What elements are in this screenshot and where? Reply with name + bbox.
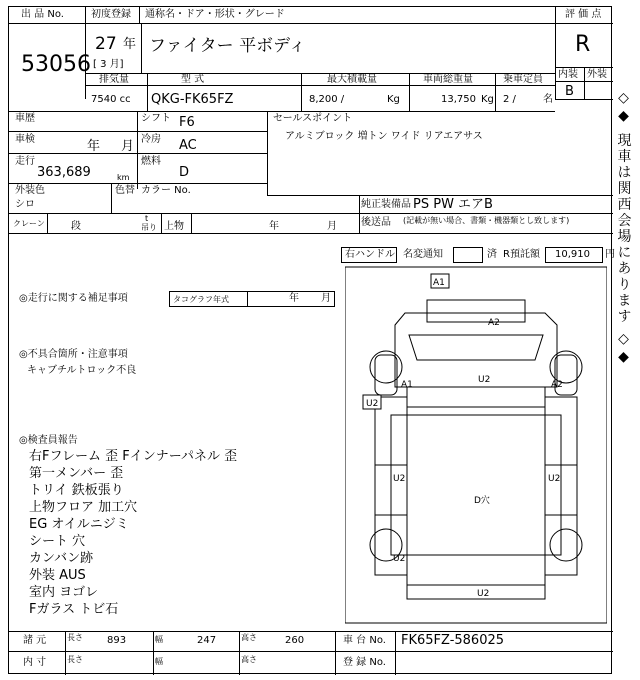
- overall-grade: R: [575, 32, 591, 57]
- inspector-report-label: ◎検査員報告: [19, 435, 78, 446]
- location-text: ◇◆ 現車は関西会場にあります ◇◆: [615, 90, 632, 367]
- report-line: 外装 AUS: [29, 568, 86, 583]
- inspection-year-unit: 年: [87, 139, 101, 154]
- report-line: 上物フロア 加工穴: [29, 500, 138, 515]
- diagram-mark: A2: [488, 318, 500, 328]
- crane-stage-unit: 段: [71, 221, 81, 232]
- recycle-deposit-label: R預託額: [503, 249, 540, 260]
- chassis-number: FK65FZ-586025: [401, 633, 505, 648]
- auction-sheet: [8, 6, 615, 674]
- recycle-deposit: 10,910: [555, 249, 590, 260]
- diagram-mark: A1: [433, 278, 445, 288]
- first-reg-year: 27: [95, 34, 117, 54]
- defects-text: キャブチルトロック不良: [27, 365, 137, 376]
- accessories-label: 後送品: [361, 217, 391, 228]
- capacity-label: 乗車定員: [503, 74, 543, 85]
- capacity: 2 /: [503, 94, 516, 105]
- mileage-label: 走行: [15, 156, 35, 167]
- chassis-label: 車 台 No.: [343, 635, 386, 646]
- recycle-label: 済: [487, 249, 497, 260]
- first-reg-month: [ 3 月]: [93, 59, 124, 70]
- interior-grade: B: [565, 84, 574, 99]
- diagram-mark: U2: [477, 589, 490, 599]
- report-line: Fガラス トビ石: [29, 602, 119, 617]
- report-line: 室内 ヨゴレ: [29, 585, 99, 600]
- report-line: シート 穴: [29, 534, 86, 549]
- report-line: トリイ 鉄板張り: [29, 483, 124, 498]
- model-code: QKG-FK65FZ: [151, 92, 234, 107]
- gross-weight: 13,750: [441, 94, 476, 105]
- ac-label: 冷房: [141, 134, 161, 145]
- dims-label: 諸 元: [23, 635, 47, 646]
- report-line: カンバン跡: [29, 551, 94, 566]
- interior-grade-label: 内装: [558, 69, 578, 80]
- shift-value: F6: [179, 115, 195, 130]
- diagram-mark: U2: [478, 375, 491, 385]
- options-label: 純正装備品: [361, 199, 411, 210]
- inner-length-label: 長さ: [67, 655, 83, 664]
- exterior-grade-label: 外装: [587, 69, 607, 80]
- tacho-month-unit: 月: [321, 293, 331, 304]
- report-line: 右Fフレーム 歪 Fインナーパネル 歪: [29, 449, 238, 464]
- displacement-label: 排気量: [99, 74, 129, 85]
- max-load: 8,200 /: [309, 94, 345, 105]
- height-label: 高さ: [241, 633, 257, 642]
- ext-color-label: 外装色: [15, 185, 45, 196]
- upper-label: 上物: [164, 221, 184, 232]
- crane-label: クレーン: [13, 219, 45, 228]
- sales-point-label: セールスポイント: [273, 113, 353, 124]
- name-change-label: 名変通知: [403, 249, 443, 260]
- gross-weight-unit: Kg: [481, 94, 494, 105]
- diagram-mark: U2: [393, 554, 406, 564]
- history-label: 車歴: [15, 113, 35, 124]
- inspection-label: 車検: [15, 134, 35, 145]
- lot-label: 出 品 No.: [21, 9, 64, 20]
- inner-height-label: 高さ: [241, 655, 257, 664]
- crane-lift-label: 吊り: [141, 223, 157, 232]
- report-line: EG オイルニジミ: [29, 517, 129, 532]
- report-line: 第一メンバー 歪: [29, 466, 124, 481]
- capacity-unit: 名: [543, 94, 553, 105]
- width-value: 247: [197, 635, 217, 646]
- max-load-unit: Kg: [387, 94, 400, 105]
- crane-ton-unit: t: [145, 214, 149, 223]
- diagram-mark: U2: [393, 474, 406, 484]
- ac-value: AC: [179, 138, 197, 153]
- lot-number: 53056: [21, 52, 91, 77]
- diagram-mark: A2: [551, 380, 563, 390]
- gross-weight-label: 車両総重量: [423, 74, 473, 85]
- options-value: PS PW エアB: [413, 197, 493, 212]
- ext-color: シロ: [15, 199, 35, 210]
- recycle-unit: 円: [605, 249, 615, 260]
- inspector-report-list: [29, 449, 237, 619]
- shift-label: シフト: [141, 113, 171, 124]
- model-label: 型 式: [181, 74, 205, 85]
- height-value: 260: [285, 635, 305, 646]
- vehicle-name-label: 通称名・ドア・形状・グレード: [145, 9, 285, 20]
- displacement: 7540 cc: [91, 94, 131, 105]
- upper-month-unit: 月: [327, 221, 337, 232]
- diagram-mark: D穴: [474, 496, 490, 506]
- diagram-mark: U2: [548, 474, 561, 484]
- tacho-label: タコグラフ年式: [173, 295, 229, 304]
- diagram-mark: U2: [366, 399, 379, 409]
- color-no-label: カラー No.: [141, 185, 191, 196]
- driving-notes-label: ◎走行に関する補足事項: [19, 293, 128, 304]
- location-side-note: [612, 90, 634, 367]
- width-label: 幅: [155, 635, 163, 644]
- inner-width-label: 幅: [155, 657, 163, 666]
- sales-point: アルミブロック 増トン ワイド リアエアサス: [285, 131, 483, 142]
- color-change-label: 色替: [115, 185, 135, 196]
- length-value: 893: [107, 635, 127, 646]
- truck-condition-diagram: [345, 265, 607, 625]
- right-hand-label: 右ハンドル: [345, 249, 395, 260]
- first-reg-label: 初度登録: [91, 9, 131, 20]
- inner-dims-label: 内 寸: [23, 657, 47, 668]
- grade-label: 評 価 点: [565, 9, 602, 20]
- fuel-label: 燃料: [141, 156, 161, 167]
- upper-year-unit: 年: [269, 221, 279, 232]
- vehicle-name: ファイター 平ボディ: [149, 36, 306, 56]
- fuel-value: D: [179, 165, 190, 180]
- max-load-label: 最大積載量: [327, 74, 377, 85]
- accessories-note: (記載が無い場合、書類・機器類とし致します): [403, 216, 570, 225]
- year-unit: 年: [123, 37, 137, 52]
- tacho-year-unit: 年: [289, 293, 299, 304]
- mileage-value: 363,689: [37, 165, 91, 180]
- mileage-unit: km: [117, 173, 130, 182]
- length-label: 長さ: [67, 633, 83, 642]
- inspection-month-unit: 月: [121, 139, 135, 154]
- defects-label: ◎不具合箇所・注意事項: [19, 349, 128, 360]
- registration-label: 登 録 No.: [343, 657, 386, 668]
- diagram-mark: A1: [401, 380, 413, 390]
